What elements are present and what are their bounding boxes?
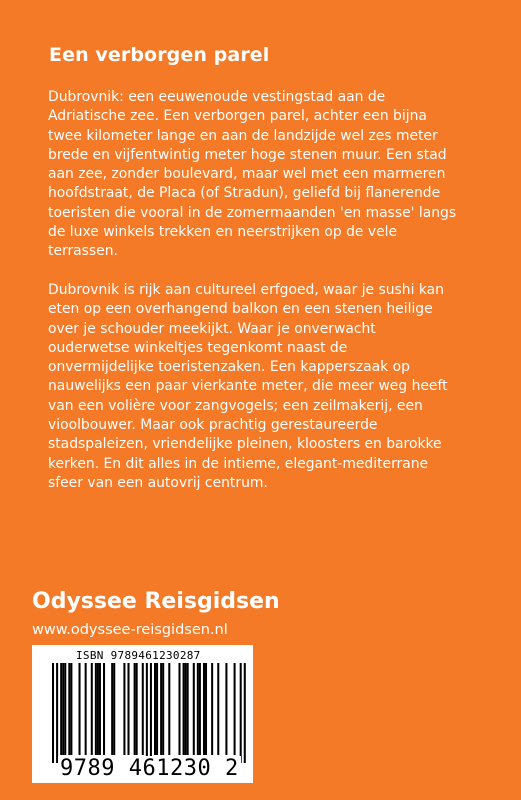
barcode-guard-bar bbox=[244, 663, 246, 763]
barcode-guard-bar bbox=[240, 663, 242, 763]
text-line: over je schouder meekijkt. Waar je onverwacht bbox=[48, 320, 376, 337]
barcode-bar bbox=[205, 663, 207, 755]
barcode-bar bbox=[193, 663, 195, 755]
barcode-bar bbox=[185, 663, 187, 755]
barcode-bar bbox=[154, 663, 156, 755]
barcode-bar bbox=[199, 663, 201, 755]
barcode-bar bbox=[142, 663, 144, 755]
barcode-bar bbox=[156, 663, 158, 755]
barcode-bar bbox=[197, 663, 199, 755]
barcode-bar bbox=[111, 663, 113, 755]
text-line: Dubrovnik is rijk aan cultureel erfgoed, waar je sushi kan bbox=[48, 281, 444, 298]
barcode-bar bbox=[99, 663, 101, 755]
paragraph-gap bbox=[48, 262, 508, 281]
barcode-bar bbox=[97, 663, 99, 755]
barcode-bar bbox=[168, 663, 170, 755]
barcode-bar bbox=[62, 663, 64, 755]
barcode-bar bbox=[178, 663, 180, 755]
text-line: de luxe winkels trekken en neerstrijken op de vele bbox=[48, 224, 398, 241]
text-line: onvermijdelijke toeristenzaken. Een kapperszaak op bbox=[48, 359, 410, 376]
barcode-bar bbox=[68, 663, 70, 755]
barcode-bar bbox=[70, 663, 72, 755]
barcode-guard-bar bbox=[56, 663, 58, 763]
text-line: sfeer van een autovrij centrum. bbox=[48, 474, 268, 491]
publisher-url: www.odyssee-reisgidsen.nl bbox=[32, 622, 228, 638]
barcode-bar bbox=[123, 663, 125, 755]
paragraph bbox=[48, 281, 508, 493]
barcode-bar bbox=[103, 663, 105, 755]
text-line: terrassen. bbox=[48, 243, 118, 260]
barcode-bar bbox=[217, 663, 219, 755]
text-line: twee kilometer lange en aan de landzijde wel zes meter bbox=[48, 127, 438, 144]
text-line: aan zee, zonder boulevard, maar wel met een marmeren bbox=[48, 166, 446, 183]
text-line: ouderwetse winkeltjes tegenkomt naast de bbox=[48, 339, 348, 356]
text-line: stadspaleizen, vriendelijke pleinen, kloosters en barokke bbox=[48, 436, 442, 453]
barcode-bar bbox=[183, 663, 185, 755]
barcode-bar bbox=[136, 663, 138, 755]
section-title: Een verborgen parel bbox=[49, 44, 270, 66]
description-text bbox=[48, 88, 508, 493]
text-line: toeristen die vooral in de zomermaanden 'en masse' langs bbox=[48, 204, 457, 221]
barcode-bar bbox=[127, 663, 129, 755]
text-line: brede en vijfentwintig meter hoge stenen muur. Een stad bbox=[48, 146, 447, 163]
barcode-bar bbox=[225, 663, 227, 755]
paragraph bbox=[48, 88, 508, 262]
barcode-bar bbox=[64, 663, 66, 755]
barcode-guard-bar bbox=[150, 663, 152, 763]
text-line: Adriatische zee. Een verborgen parel, achter een bijna bbox=[48, 108, 427, 125]
barcode-bar bbox=[203, 663, 205, 755]
barcode-bar bbox=[234, 663, 236, 755]
text-line: vioolbouwer. Maar ook prachtig gerestaureerde bbox=[48, 417, 378, 434]
text-line: eten op een overhangend balkon en een stenen heilige bbox=[48, 301, 433, 318]
barcode-bar bbox=[95, 663, 97, 755]
text-line: kerken. En dit alles in de intieme, elegant-mediterrane bbox=[48, 455, 429, 472]
barcode-bar bbox=[160, 663, 162, 755]
barcode-guard-bar bbox=[146, 663, 148, 763]
barcode-bar bbox=[113, 663, 115, 755]
barcode-bar bbox=[91, 663, 93, 755]
text-line: hoofdstraat, de Placa (of Stradun), geliefd bij flanerende bbox=[48, 185, 441, 202]
barcode-bar bbox=[134, 663, 136, 755]
text-line: van een volière voor zangvogels; een zeilmakerij, een bbox=[48, 397, 423, 414]
barcode-bar bbox=[187, 663, 189, 755]
barcode-bar bbox=[79, 663, 81, 755]
isbn-barcode bbox=[32, 645, 253, 783]
barcode-bar bbox=[85, 663, 87, 755]
text-line: nauwelijks een paar vierkante meter, die meer weg heeft bbox=[48, 378, 448, 395]
barcode-bar bbox=[211, 663, 213, 755]
barcode-guard-bar bbox=[52, 663, 54, 763]
barcode-bar bbox=[162, 663, 164, 755]
barcode-bar bbox=[60, 663, 62, 755]
publisher-name: Odyssee Reisgidsen bbox=[32, 589, 280, 614]
isbn-label: ISBN 9789461230287 bbox=[76, 649, 201, 662]
barcode-digits: 9789 461230 2 bbox=[60, 756, 239, 781]
text-line: Dubrovnik: een eeuwenoude vestingstad aan de bbox=[48, 89, 386, 105]
